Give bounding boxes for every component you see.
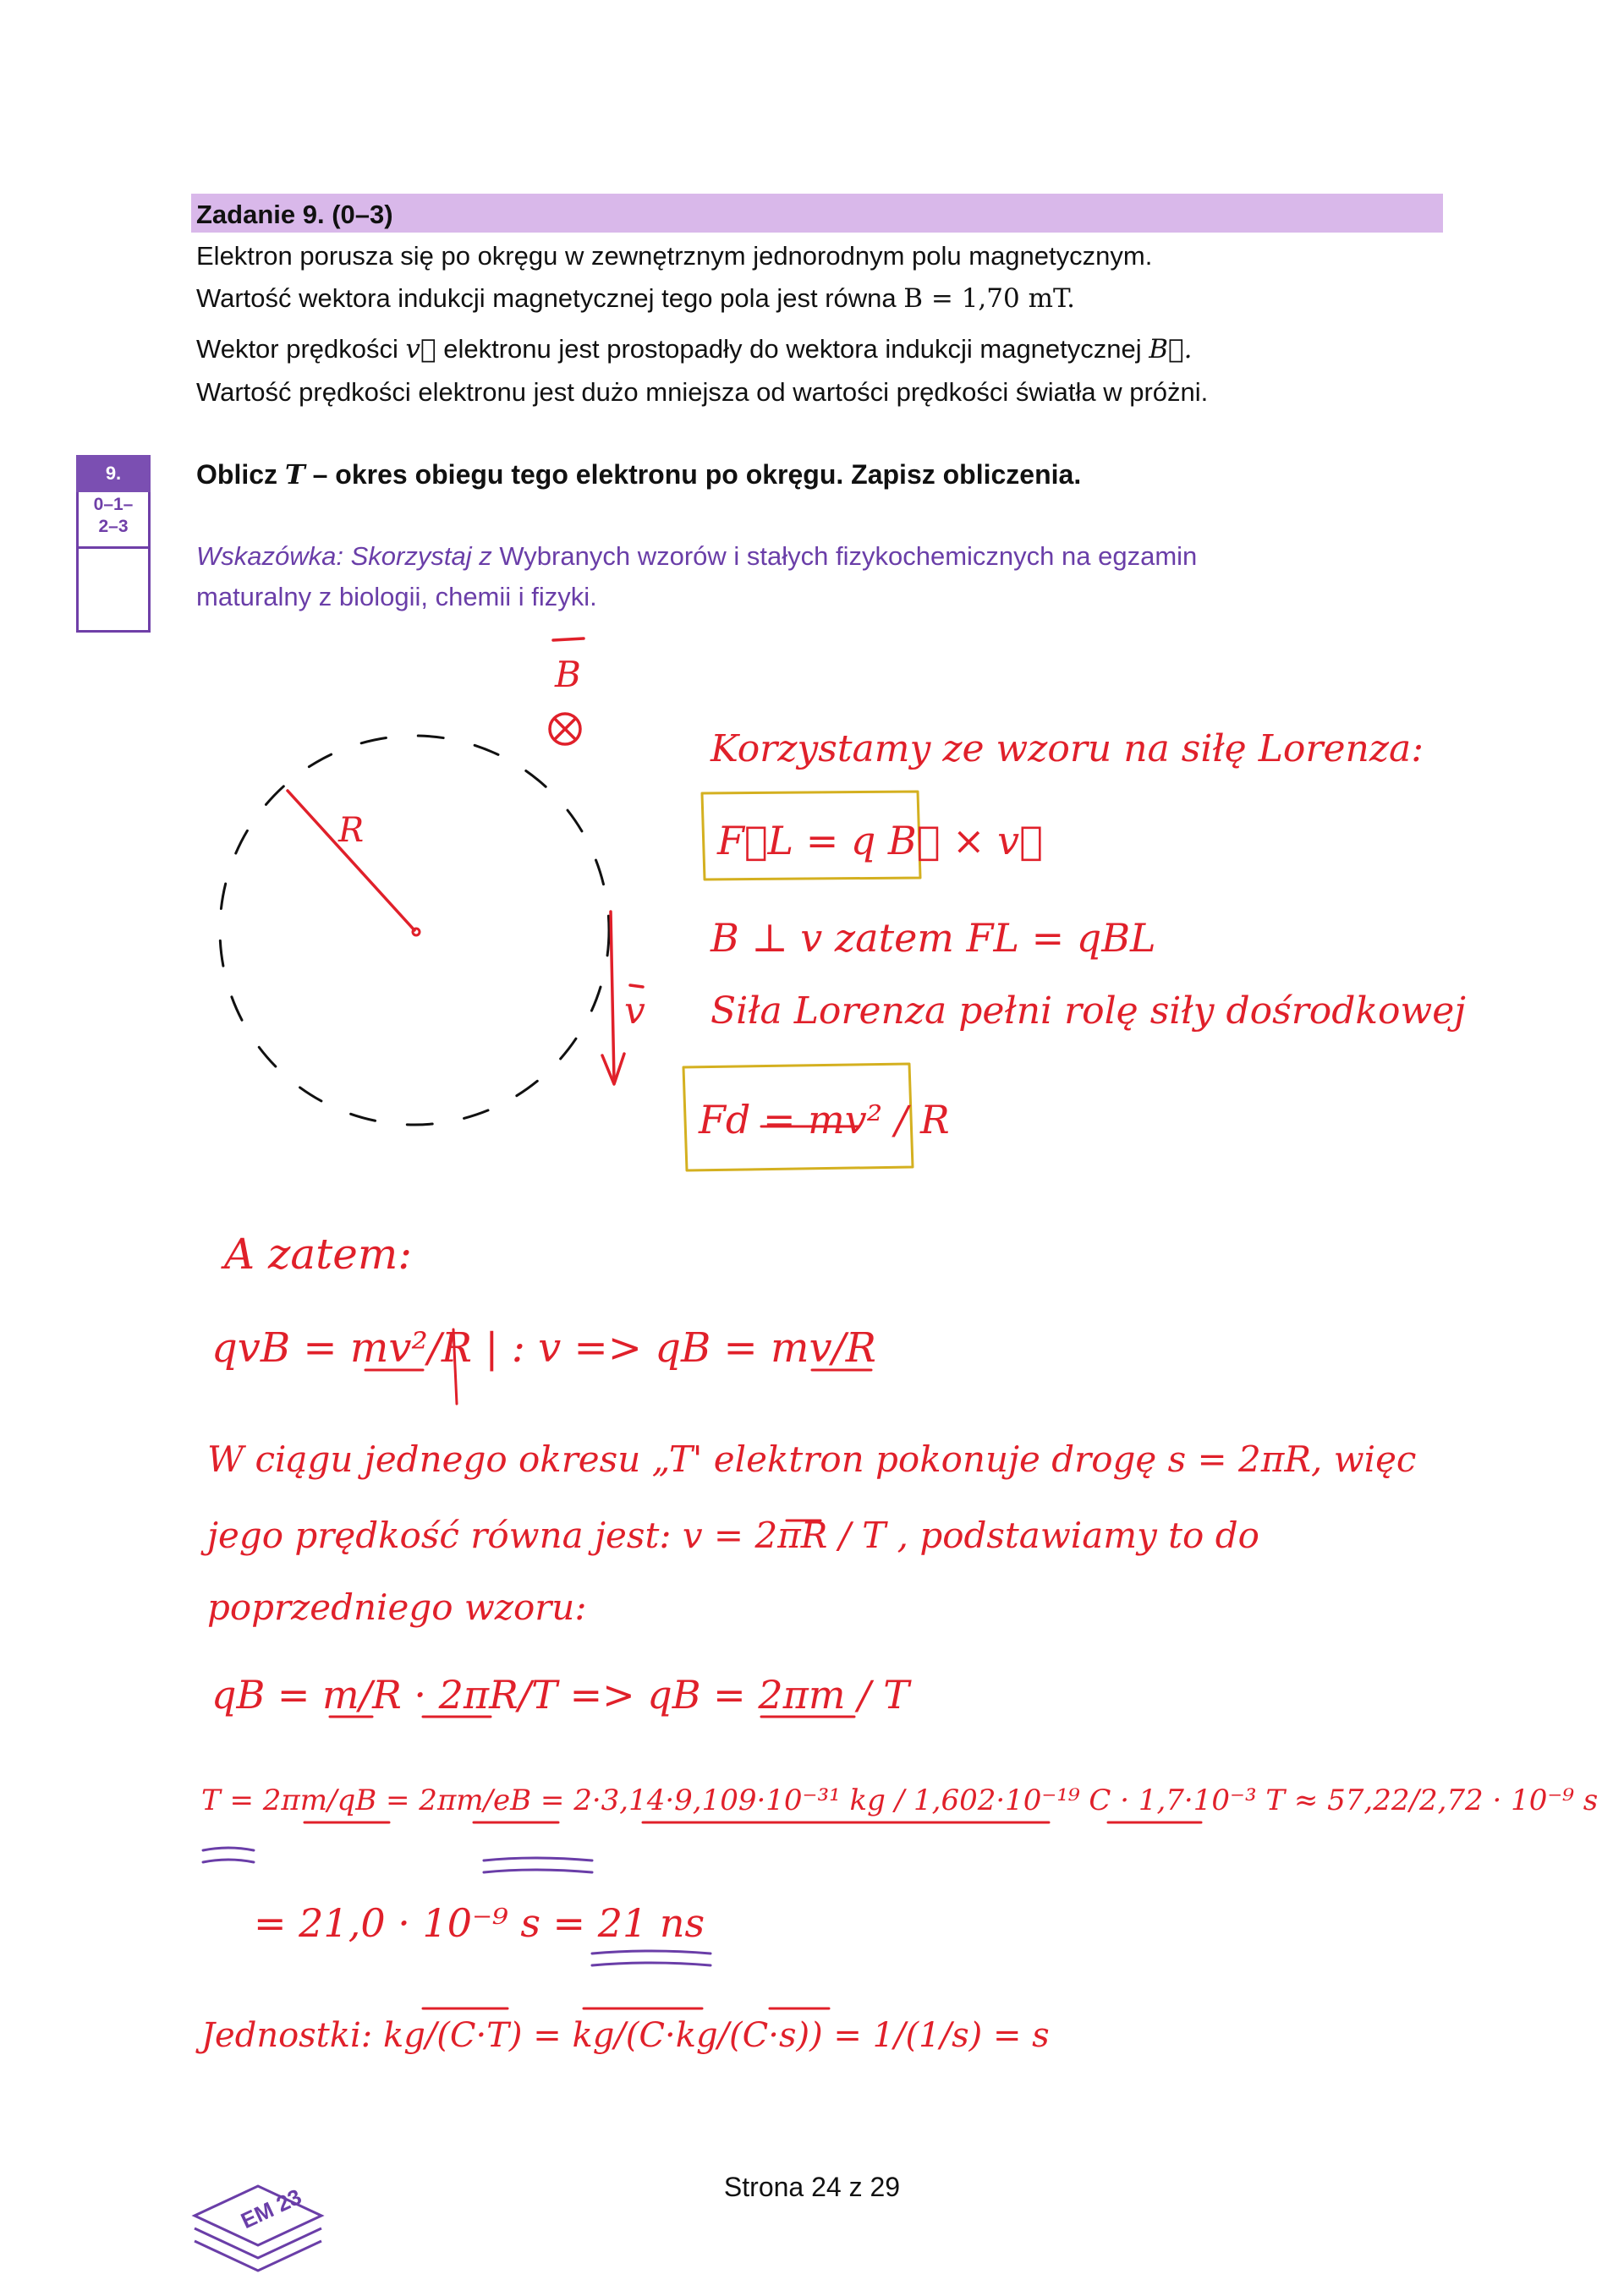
score-task-number: 9. xyxy=(76,455,151,492)
score-points: 0–1– 2–3 xyxy=(93,495,134,536)
hw-boxed-centripetal: Fd = mv² / R xyxy=(699,1097,950,1143)
field-value: B = 1,70 mT. xyxy=(903,283,1075,314)
hw-eq1: qvB = mv²/R | : v => qB = mv/R xyxy=(211,1324,876,1372)
hw-para3: poprzedniego wzoru: xyxy=(207,1586,587,1628)
diagram-v-label: v xyxy=(624,989,645,1033)
intro-line-1: Elektron porusza się po okręgu w zewnętrznym jednorodnym polu magnetycznym. xyxy=(196,241,1153,271)
hw-a-zatem: A zatem: xyxy=(224,1230,413,1279)
hint-line-1: Wskazówka: Skorzystaj z Wybranych wzorów i stałych fizykochemicznych na egzamin xyxy=(196,541,1198,571)
hw-para2: jego prędkość równa jest: v = 2πR / T , podstawiamy to do xyxy=(207,1515,1259,1556)
hw-eq3: T = 2πm/qB = 2πm/eB = 2·3,14·9,109·10⁻³¹ kg / 1,602·10⁻¹⁹ C · 1,7·10⁻³ T ≈ 57,22/2,72 · 10⁻⁹ s xyxy=(201,1784,1599,1817)
intro-line-3: Wektor prędkości v⃗ elektronu jest prostopadły do wektora indukcji magnetycznej B⃗. xyxy=(196,334,1193,364)
intro-line-2: Wartość wektora indukcji magnetycznej tego pola jest równa B = 1,70 mT. xyxy=(196,283,1075,314)
hw-eq2: qB = m/R · 2πR/T => qB = 2πm / T xyxy=(211,1672,909,1718)
hw-boxed-lorentz: F⃗L = q B⃗ × v⃗ xyxy=(717,818,1043,863)
hw-units: Jednostki: kg/(C·T) = kg/(C·kg/(C·s)) = 1/(1/s) = s xyxy=(201,2016,1050,2055)
hw-para1: W ciągu jednego okresu „T' elektron pokonuje drogę s = 2πR, więc xyxy=(207,1438,1417,1480)
diagram-r-label: R xyxy=(338,811,365,850)
hw-line-centripetal: Siła Lorenza pełni rolę siły dośrodkowej xyxy=(710,989,1466,1033)
task-command: Oblicz T – okres obiegu tego elektronu po okręgu. Zapisz obliczenia. xyxy=(196,458,1082,490)
intro-line-4: Wartość prędkości elektronu jest dużo mniejsza od wartości prędkości światła w próżni. xyxy=(196,377,1209,407)
hw-line-perpendicular: B ⊥ v zatem FL = qBL xyxy=(710,915,1156,961)
diagram-b-label: B xyxy=(555,654,581,695)
hw-line-lorentz: Korzystamy ze wzoru na siłę Lorenza: xyxy=(710,727,1424,770)
page-footer: Strona 24 z 29 xyxy=(723,2172,901,2202)
hw-eq4: = 21,0 · 10⁻⁹ s = 21 ns xyxy=(254,1900,705,1946)
task-title: Zadanie 9. (0–3) xyxy=(196,200,393,229)
logo-text: EM 23 xyxy=(237,2184,305,2234)
hint-line-2: maturalny z biologii, chemii i fizyki. xyxy=(196,582,597,611)
